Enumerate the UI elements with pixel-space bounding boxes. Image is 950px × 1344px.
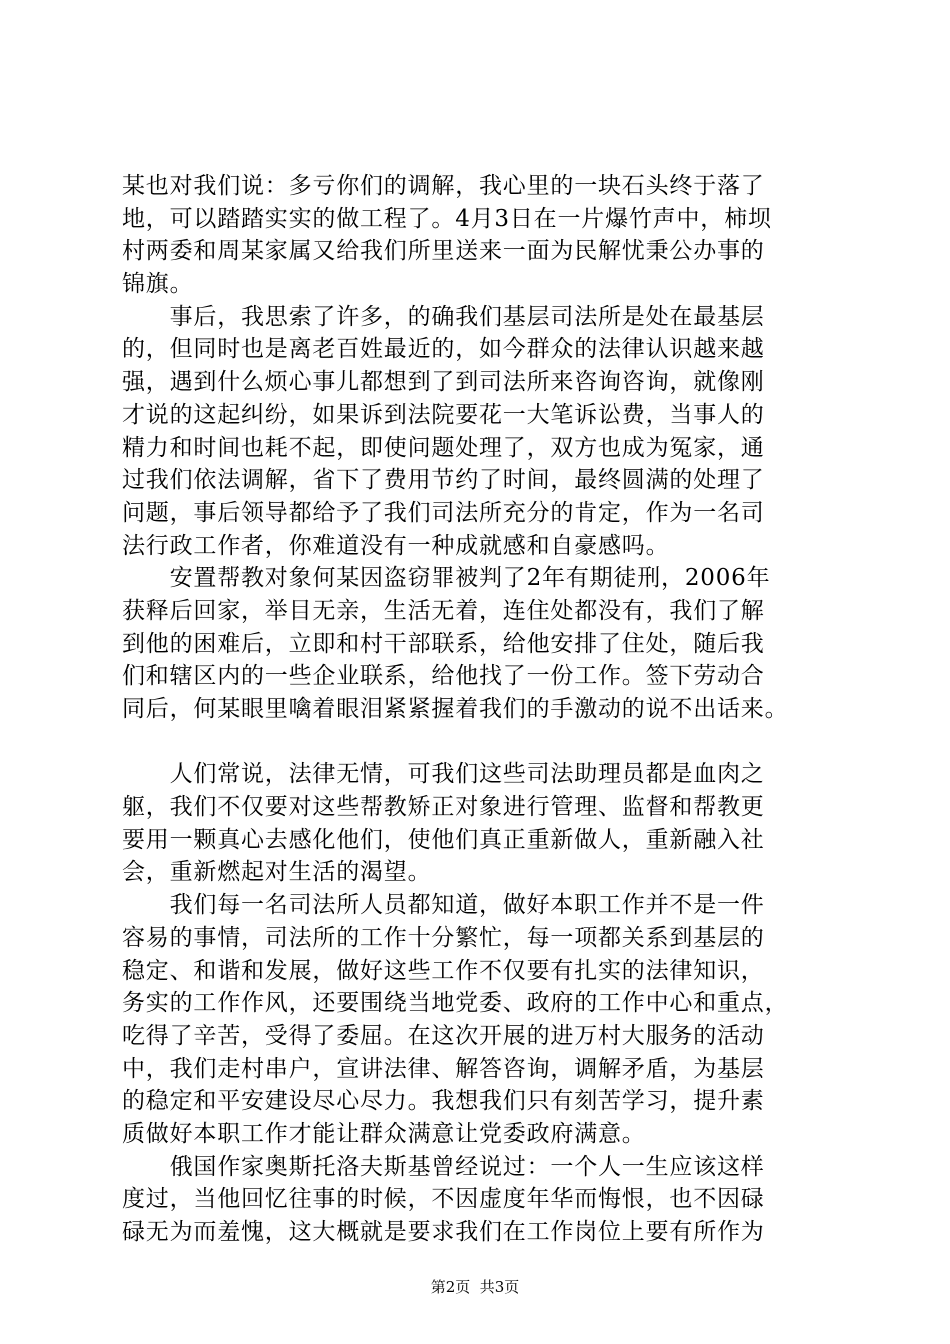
text-line: 地，可以踏踏实实的做工程了。4月3日在一片爆竹声中，柿坝 (122, 205, 772, 232)
text-line: 碌无为而羞愧，这大概就是要求我们在工作岗位上要有所作为 (122, 1219, 765, 1245)
text-line: 的，但同时也是离老百姓最近的，如今群众的法律认识越来越 (122, 336, 765, 363)
text-line: 强，遇到什么烦心事儿都想到了到司法所来咨询咨询，就像刚 (122, 369, 765, 396)
text-line: 才说的这起纠纷，如果诉到法院要花一大笔诉讼费，当事人的 (122, 401, 765, 428)
text-line: 法行政工作者，你难道没有一种成就感和自豪感吗。 (122, 532, 670, 559)
text-line: 事后，我思索了许多，的确我们基层司法所是处在最基层 (122, 303, 765, 330)
text-line: 过我们依法调解，省下了费用节约了时间，最终圆满的处理了 (122, 467, 765, 494)
text-line: 要用一颗真心去感化他们，使他们真正重新做人，重新融入社 (122, 826, 765, 853)
text-line: 躯，我们不仅要对这些帮教矫正对象进行管理、监督和帮教更 (122, 794, 765, 821)
document-body (122, 170, 834, 1249)
text-line: 锦旗。 (122, 271, 194, 298)
text-line: 稳定、和谐和发展，做好这些工作不仅要有扎实的法律知识， (122, 957, 765, 984)
text-line: 质做好本职工作才能让群众满意让党委政府满意。 (122, 1120, 646, 1147)
text-line: 中，我们走村串户，宣讲法律、解答咨询，调解矛盾，为基层 (122, 1055, 765, 1082)
text-line: 会，重新燃起对生活的渴望。 (122, 859, 432, 886)
text-line: 精力和时间也耗不起，即使问题处理了，双方也成为冤家，通 (122, 434, 765, 461)
text-line: 们和辖区内的一些企业联系，给他找了一份工作。签下劳动合 (122, 663, 765, 690)
text-line: 某也对我们说：多亏你们的调解，我心里的一块石头终于落了 (122, 173, 765, 199)
text-line: 获释后回家，举目无亲，生活无着，连住处都没有，我们了解 (122, 597, 765, 624)
text-line: 人们常说，法律无情，可我们这些司法助理员都是血肉之 (122, 761, 765, 788)
text-line: 吃得了辛苦，受得了委屈。在这次开展的进万村大服务的活动 (122, 1022, 765, 1049)
text-line: 安置帮教对象何某因盗窃罪被判了2年有期徒刑，2006年 (122, 565, 771, 592)
text-line: 俄国作家奥斯托洛夫斯基曾经说过：一个人一生应该这样 (122, 1153, 765, 1180)
text-line: 的稳定和平安建设尽心尽力。我想我们只有刻苦学习，提升素 (122, 1088, 765, 1115)
text-line: 我们每一名司法所人员都知道，做好本职工作并不是一件 (122, 892, 765, 919)
page-number: 第2页 共3页 (430, 1278, 520, 1296)
text-line: 村两委和周某家属又给我们所里送来一面为民解忧秉公办事的 (122, 238, 765, 265)
text-line: 同后，何某眼里噙着眼泪紧紧握着我们的手激动的说不出话来。 (122, 696, 789, 722)
text-line: 容易的事情，司法所的工作十分繁忙，每一项都关系到基层的 (122, 924, 765, 951)
blank-line (122, 726, 834, 759)
text-line: 度过，当他回忆往事的时候，不因虚度年华而悔恨，也不因碌 (122, 1186, 765, 1213)
text-line: 问题，事后领导都给予了我们司法所充分的肯定，作为一名司 (122, 499, 765, 526)
text-line: 到他的困难后，立即和村干部联系，给他安排了住处，随后我 (122, 630, 765, 657)
text-line: 务实的工作作风，还要围绕当地党委、政府的工作中心和重点， (122, 990, 789, 1017)
